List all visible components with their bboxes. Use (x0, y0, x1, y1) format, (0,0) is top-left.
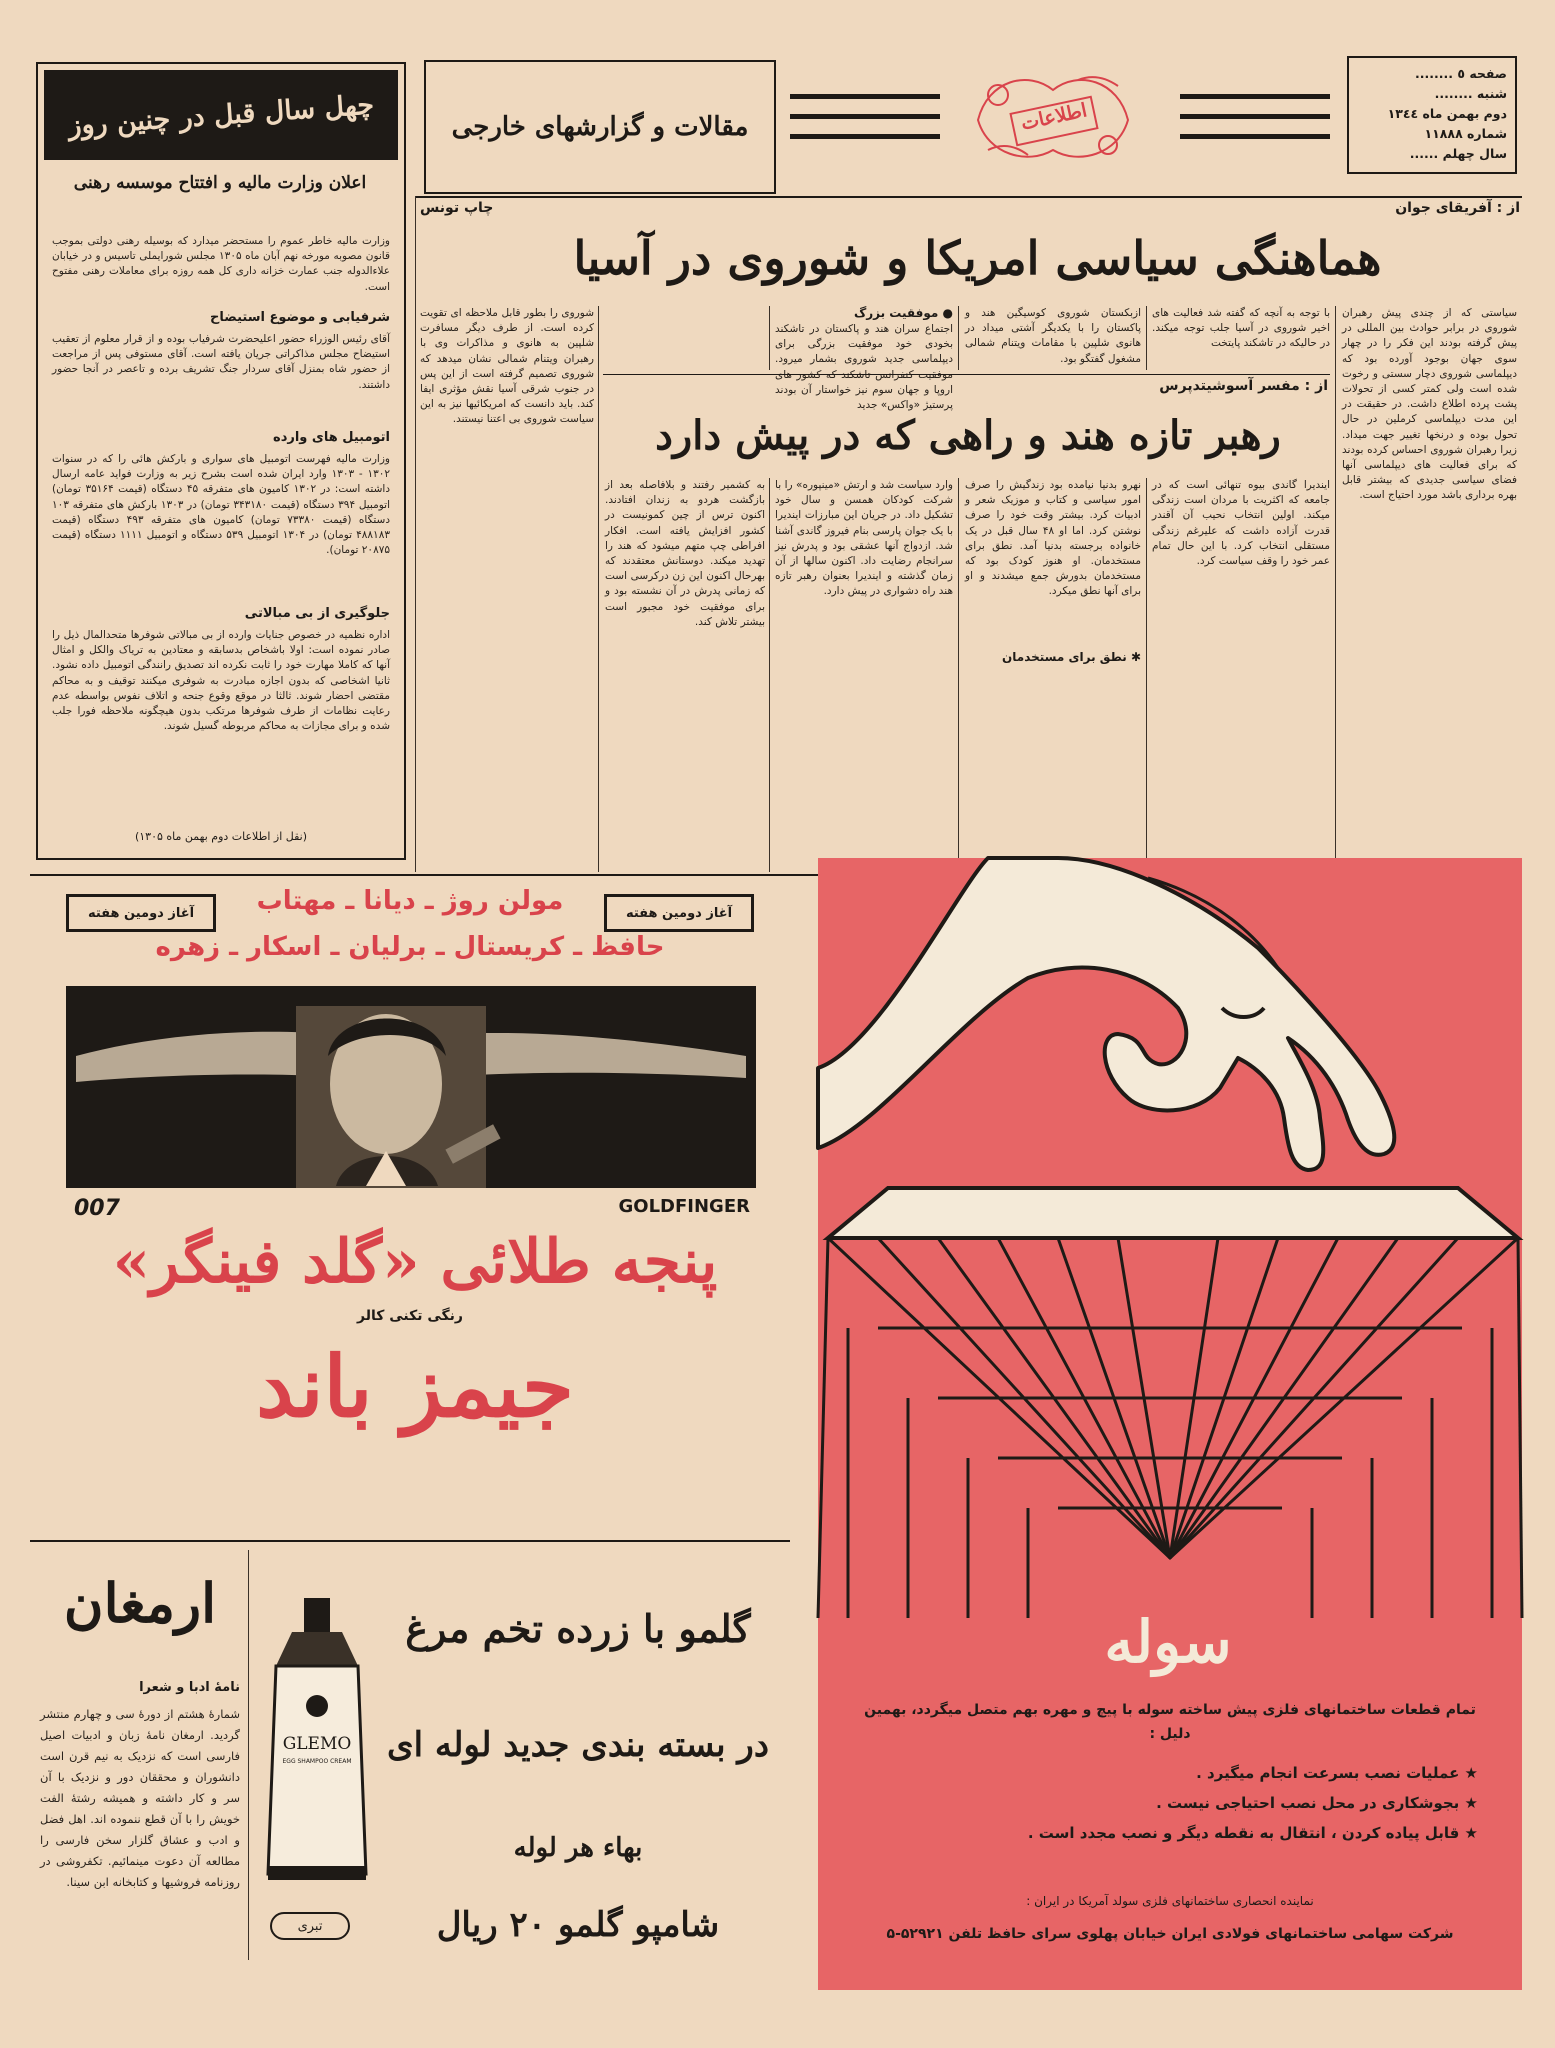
glemo-maker-badge (270, 1912, 350, 1940)
history-title-banner (44, 70, 398, 160)
glemo-maker: تبری (297, 1918, 323, 1934)
goldfinger-poster-icon (66, 986, 756, 1188)
article2-headline: رهبر تازه هند و راهی که در پیش دارد (655, 412, 1281, 459)
col-rule (1146, 478, 1147, 872)
history-para3: اداره نظمیه در خصوص جنایات وارده از بی مبالاتی شوفرها متحدالمال ذیل را صادر نموده است: اولا باشخاص بدسابقه و معتادین به تریاک والکل و امثال آنها که کاملا مهارت خود را ثابت نکرده اند تصدیق رانندگی اتومبیل داده نشود. ثانیا اشخاصی که بدون اجازه مبادرت به شوفری میکنند توقیف و به محاکم مقتضی احضار شوند. ثالثا در موقع وقوع جنحه و اتلاف نفوس بواسطه عدم رعایت نظامات از طرف شوفرها مرتکب بدون هیچگونه ملاحظه فورا جلب شده و برای مجازات به محاکم مربوطه گسیل شوند. (52, 629, 390, 733)
history-para1: آقای رئیس الوزراء حضور اعلیحضرت شرفیاب بوده و از قرار معلوم از تعقیب استیضاح مجلس مذاکراتی جریان یافته است. آقای مستوفی پس از مراجعت از حضور شاه بمنزل آقای سردار جنگ تشریف برده و تاعصر در آنجا حضور داشتند. (52, 333, 390, 391)
issue-year: سال چهلم ...... (1409, 146, 1507, 161)
movie-star-name: جیمز باند (256, 1337, 574, 1436)
soleh-intro: تمام قطعات ساختمانهای فلزی پیش ساخته سوله با پیچ و مهره بهم متصل میگردد، بهمین دلیل : (864, 1702, 1476, 1742)
ettelaat-logo (958, 60, 1148, 178)
article2-source: از : مفسر آسوشیتدپرس (1159, 378, 1328, 394)
col-rule (958, 478, 959, 872)
soleh-agent: نماینده انحصاری ساختمانهای فلزی سولد آمریکا در ایران : (1026, 1894, 1314, 1908)
logo-text: اطلاعات (1019, 99, 1089, 135)
soleh-bullet-text: بجوشکاری در محل نصب احتیاجی نیست . (1156, 1794, 1460, 1812)
hand-and-frame-illustration-icon (818, 858, 1522, 1618)
movie-persian-title: پنجه طلائی «گلد فینگر» (112, 1227, 718, 1297)
soleh-ad (818, 858, 1522, 1990)
article2-col-3: وارد سیاست شد و ارتش «مینپوره» را با شرکت کودکان همسن و سال خود تشکیل داد. در جریان این مبارزات ایندیرا با یک جوان پارسی بنام فیروز گاندی آشنا شد. ازدواج آنها عشقی بود و پدرش نیز سرانجام رضایت داد. اکنون سالها از آن زمان گذشته و ایندیرا بعنوان رهبر تازه هند راه دشواری در پیش دارد. (775, 479, 953, 598)
armaghan-body: شمارهٔ هشتم از دورهٔ سی و چهارم منتشر گردید. ارمغان نامهٔ زبان و ادبیات اصیل فارسی است که نزدیک به نیم قرن است دانشوران و محققان دور و نزدیک با آن سر و کار داشته و همیشه رشتهٔ الفت خویش را با آن قطع ننموده اند. اهل فضل و ادب و عشاق گلزار سخن فارسی را مطالعه آن دعوت مینمائیم. تکفروشی در روزنامه فروشیها و کتابخانه ابن سینا. (40, 1707, 240, 1889)
soleh-bullet-text: قابل پیاده کردن ، انتقال به نقطه دیگر و نصب مجدد است . (1027, 1824, 1460, 1842)
history-sub3: جلوگیری از بی مبالاتی (244, 606, 390, 621)
glemo-tube-brand: GLEMO (282, 1734, 352, 1754)
star-icon: ★ (1459, 1764, 1478, 1782)
movie-photo (66, 986, 756, 1188)
col-rule (1146, 306, 1147, 370)
section-title: مقالات و گزارشهای خارجی (451, 112, 749, 142)
article2-col-4: به کشمیر رفتند و بلافاصله بعد از بازگشت هردو به زندان افتادند. اکنون ترس از چین کمونیست در کشور افزایش یافته است. افکار افراطی چپ متهم میشود که هند را تهدید میکند. دوستانش معتقدند که بهرحال اکنون این زن درکرسی است که زمانی پدرش در آن نشسته بود و برای موفقیت خود مجبور است بیشتر تلاش کند. (605, 479, 765, 628)
article1-col-2: با توجه به آنچه که گفته شد فعالیت های اخیر شوروی در آسیا جلب توجه میکند. در حالیکه در تاشکند پایتخت (1152, 307, 1330, 350)
soleh-bullet (878, 1820, 1478, 1846)
bullet-icon: ● (938, 306, 953, 320)
armaghan-subtitle: نامهٔ ادبا و شعرا (139, 1680, 240, 1695)
col-rule (769, 306, 770, 370)
movie-theaters-2: حافظ ـ کریستال ـ برلیان ـ اسکار ـ زهره (155, 932, 665, 962)
issue-page: صفحه ٥ ........ (1414, 66, 1507, 81)
movie-ad-bottom-rule (30, 1540, 790, 1542)
movie-theaters-1: مولن روژ ـ دیانا ـ مهتاب (256, 886, 564, 916)
glemo-headline-2: در بسته بندی جدید لوله ای (387, 1725, 769, 1765)
section-title-box (424, 60, 776, 194)
issue-info-box (1347, 56, 1517, 174)
col-rule (1335, 306, 1336, 872)
article1-col-5: شوروی را بطور قابل ملاحظه ای تقویت کرده است. از طرف دیگر مسافرت شلپین به هانوی و مذاکرات وی با رهبران ویتنام شمالی نشان میدهد که شوروی تصمیم گرفته است از این پس در جنوب شرقی آسیا نقش مؤثری ایفا کند. باید دانست که امریکائیها نیز به این سیاست شوروی بی اعتنا نیستند. (420, 307, 594, 426)
soleh-brand: سوله (1104, 1608, 1232, 1676)
article2-subhead-text: نطق برای مستخدمان (1002, 650, 1127, 664)
article1-subhead (775, 306, 953, 320)
article2-col-2: نهرو بدنیا نیامده بود زندگیش را صرف امور سیاسی و کتاب و موزیک شعر و ادبیات کرد. بیشتر وقت خود را صرف نوشتن کرد. اما او ۴۸ سال قبل در یک خانواده برجسته بدنیا آمد. نطق برای مستخدمان. او هنوز کودک بود که مستخدمان بدورش جمع میشدند و او برای آنها نطق میکرد. (965, 479, 1141, 598)
article1-headline: هماهنگی سیاسی امریکا و شوروی در آسیا (573, 231, 1382, 285)
issue-day: شنبه ........ (1434, 86, 1507, 101)
history-footer: (نقل از اطلاعات دوم بهمن ماه ۱۳۰۵) (134, 830, 308, 843)
movie-badge-right (604, 894, 754, 932)
history-sub1: شرفیابی و موضوع استیضاح (210, 310, 390, 325)
glemo-price-label: بهاء هر لوله (513, 1833, 643, 1863)
glemo-tube-sub: EGG SHAMPOO CREAM (282, 1758, 352, 1765)
soleh-company: شرکت سهامی ساختمانهای فولادی ایران خیابان پهلوی سرای حافظ تلفن ۵۲۹۲۱-۵ (886, 1926, 1454, 1942)
article1-subhead-text: موفقیت بزرگ (853, 306, 939, 320)
star-icon: ★ (1459, 1824, 1478, 1842)
armaghan-title: ارمغان (63, 1571, 217, 1635)
article1-col-4: اجتماع سران هند و پاکستان در تاشکند بخودی خود موفقیت بزرگی برای دیپلماسی جدید شوروی بشمار میرود. اروپا و جهان سوم نیز خواستار آن بودند پرستیژ «واکس» جدید (775, 323, 953, 412)
article1-col-3: ازبکستان شوروی کوسیگین هند و پاکستان را با یکدیگر آشتی میداد در هانوی شلپین با مقامات ویتنام شمالی مشغول گفتگو بود. (965, 307, 1141, 365)
soleh-bullets (878, 1756, 1478, 1850)
movie-badge-right-text: آغاز دومین هفته (625, 905, 733, 921)
article1-source: از : آفریقای جوان (1395, 200, 1520, 216)
col-rule (958, 306, 959, 370)
movie-badge-left (66, 894, 216, 932)
soleh-bullet (878, 1760, 1478, 1786)
col-rule (769, 478, 770, 872)
col-rule (415, 196, 416, 872)
soleh-bullet-text: عملیات نصب بسرعت انجام میگیرد . (1196, 1764, 1460, 1782)
glemo-headline-1: گلمو با زرده تخم مرغ (405, 1606, 751, 1651)
article-divider (603, 374, 1330, 375)
masthead-rule (415, 196, 1522, 198)
asterisk-icon: ✱ (1126, 650, 1141, 664)
glemo-tube (262, 1596, 372, 1882)
ad-divider (248, 1550, 249, 1960)
movie-code: 007 (74, 1196, 120, 1221)
movie-ad (30, 880, 790, 1540)
movie-badge-left-text: آغاز دومین هفته (87, 905, 195, 921)
article2-subhead (965, 650, 1141, 664)
history-sub2: اتومبیل های وارده (273, 430, 390, 445)
movie-color-note: رنگی تکنی کالر (356, 1308, 463, 1324)
issue-date: دوم بهمن ماه ١٣٤٤ (1387, 106, 1507, 121)
issue-number: شماره ١١٨٨٨ (1424, 126, 1507, 141)
history-intro: وزارت مالیه خاطر عموم را مستحضر میدارد که بوسیله رهنی دولتی بموجب قانون مصوبه مورخه نهم آبان ماه ۱۳۰۵ مجلس شورایملی تاسیس و در خیابان علاءالدوله جنب عمارت خزانه داری کل همه روزه برای معاملات رهنی مفتوح است. (52, 235, 391, 293)
history-title: چهل سال قبل در چنین روز (67, 88, 375, 142)
history-para2: وزارت مالیه فهرست اتومبیل های سواری و بارکش هائی را که در سنوات ۱۳۰۲ - ۱۳۰۳ وارد ایران شده است بشرح زیر به وزارت فواید عامه ارسال داشته است: در ۱۳۰۲ کامیون های متفرقه ۴۵ دستگاه (قیمت ۳۵۱۶۴ تومان) اتومبیل ۳۹۴ دستگاه (قیمت ۳۴۳۱۸۰ تومان) در ۱۳۰۳ بارکش های متفرقه ۱۰۳ دستگاه (قیمت ۷۳۳۸۰ تومان) کامیون های متفرقه ۴۹۳ دستگاه (قیمت ۴۸۸۱۸۳ تومان) در ۱۳۰۴ اتومبیل ۵۳۹ دستگاه و اتومبیل ۱۱۱۱ دستگاه (قیمت ۲۰۸۷۵ تومان). (52, 453, 391, 557)
glemo-price-line: شامپو گلمو ٢٠ ریال (436, 1905, 720, 1945)
star-icon: ★ (1459, 1794, 1478, 1812)
col-rule (598, 306, 599, 872)
article1-source-tag: چاپ تونس (420, 200, 494, 216)
article2-col-1: ایندیرا گاندی بیوه تنهائی است که در جامعه که اکثریت با مردان است زندگی میکند. اولین انتخاب نحیب آن آقندر قدرت آزاده داشت که علیرغم زندگی مستقلی انتخاب کرد. با این حال تمام عمر خود را وقف سیاست کرد. (1152, 479, 1330, 568)
soleh-bullet (878, 1790, 1478, 1816)
movie-english-title: GOLDFINGER (618, 1196, 750, 1217)
history-announcement-title: اعلان وزارت مالیه و افتتاح موسسه رهنی (73, 173, 367, 193)
article1-col-1: سیاستی که از چندی پیش رهبران شوروی در برابر حوادث بین المللی در پیش گرفته بودند این فکر را در چهار سوی جهان بوجود آورده بود که دیپلماسی شوروی دچار سستی و رخوت شده است ولی کمتر کسی از تحولات پشت پرده اطلاع داشت. در حقیقت در این مدت دیپلماسی کرملین در حال تحول بوده و درنخها تغییر جهت میداد. زیرا رهبران شوروی احساس کرده بودند که برای فعالیت های دیپلماسی آنها فضای سیاسی جدیدی که بیشتر قابل بهره برداری باشد مورد احتیاج است. (1342, 307, 1517, 502)
